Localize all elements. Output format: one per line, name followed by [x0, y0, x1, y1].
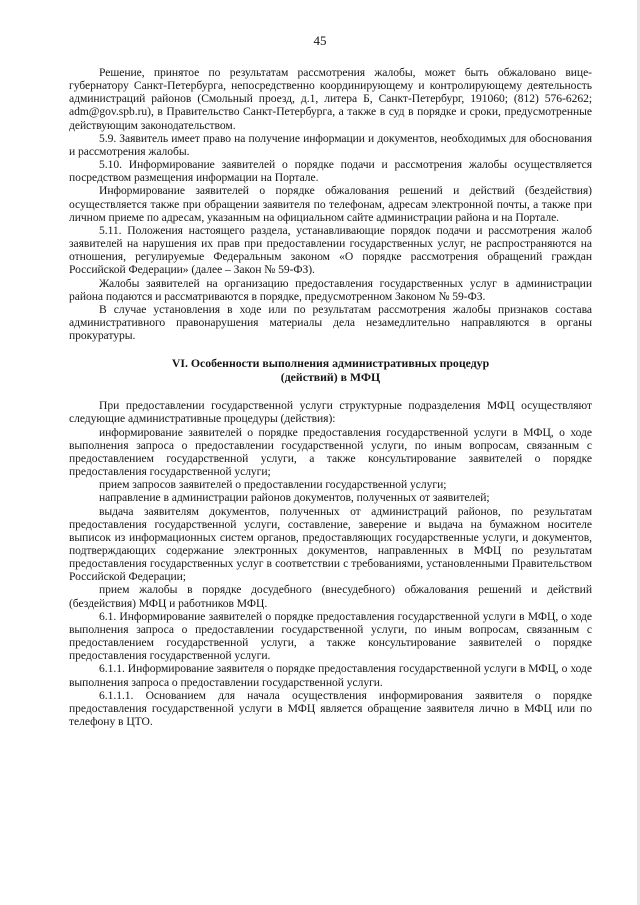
paragraph-prosecution: В случае установления в ходе или по результатам рассмотрения жалобы признаков состава административного правонарушения материалы дела незамедлительно направляются в органы прокуратуры.: [69, 302, 592, 343]
paragraph-5-11: 5.11. Положения настоящего раздела, устанавливающие порядок подачи и рассмотрения жалоб заявителей на нарушения их прав при предоставлении государственных услуг, не распространяются на отношения, регулируемые Федеральным законом «О порядке рассмотрения обращений граждан Российской Федерации» (далее – Закон № 59-ФЗ).: [69, 223, 592, 277]
paragraph-complaints-organization: Жалобы заявителей на организацию предоставления государственных услуг в администрации района подаются и рассматриваются в порядке, предусмотренном Законом № 59-ФЗ.: [69, 276, 592, 303]
paragraph-6-1: 6.1. Информирование заявителей о порядке предоставления государственной услуги в МФЦ, о ходе выполнения запроса о предоставлении государственной услуги, по иным вопросам, связанным с предоставлением государственной услуги, а также консультирование заявителей о порядке предоставления государственной услуги.: [69, 609, 592, 663]
paragraph-5-10: 5.10. Информирование заявителей о порядке подачи и рассмотрения жалобы осуществляется посредством размещения информации на Портале.: [69, 158, 592, 185]
document-body: [69, 66, 592, 728]
section-title-line-1: VI. Особенности выполнения административных процедур: [171, 356, 490, 371]
list-item-forwarding: направление в администрации районов документов, полученных от заявителей;: [99, 491, 490, 505]
paragraph-5-9: 5.9. Заявитель имеет право на получение информации и документов, необходимых для обоснования и рассмотрения жалобы.: [69, 131, 592, 158]
list-item-reception: прием запросов заявителей о предоставлении государственной услуги;: [99, 478, 447, 492]
paragraph-6-1-1: 6.1.1. Информирование заявителя о порядке предоставления государственной услуги в МФЦ, о ходе выполнения запроса о предоставлении государственной услуги.: [69, 662, 592, 689]
paragraph-appeal-vice-governor: Решение, принятое по результатам рассмотрения жалобы, может быть обжаловано вице-губернатору Санкт-Петербурга, непосредственно координирующему и контролирующему деятельность администраций районов (Смольный проезд, д.1, литера Б, Санкт-Петербург, 191060; (812) 576-6262; adm@gov.spb.ru), в Правительство Санкт-Петербурга, а также в суд в порядке и сроки, предусмотренные действующим законодательством.: [69, 66, 592, 132]
page-number: 45: [313, 33, 327, 48]
list-item-complaint: прием жалобы в порядке досудебного (внесудебного) обжалования решений и действий (бездействия) МФЦ и работников МФЦ.: [69, 583, 592, 610]
section-title: [69, 357, 592, 384]
list-item-issuance: выдача заявителям документов, полученных от администраций районов, по результатам предоставления государственной услуги, составление, заверение и выдача на бумажном носителе выписок из информационных систем органов, предоставляющих государственные услуги, и документов, подтверждающих содержание электронных документов, направленных в МФЦ по результатам предоставления государственных услуг в соответствии с требованиями, установленными Правительством Российской Федерации;: [69, 504, 592, 584]
paragraph-mfc-procedures: При предоставлении государственной услуги структурные подразделения МФЦ осуществляют следующие административные процедуры (действия):: [69, 399, 592, 426]
section-title-line-2: (действий) в МФЦ: [280, 369, 381, 384]
list-item-informing: информирование заявителей о порядке предоставления государственной услуги в МФЦ, о ходе выполнения запроса о предоставлении государственной услуги, по иным вопросам, связанным с предоставлением государственной услуги, а также консультирование заявителей о порядке предоставления государственной услуги;: [69, 425, 592, 479]
paragraph-6-1-1-1: 6.1.1.1. Основанием для начала осуществления информирования заявителя о порядке предоставления государственной услуги в МФЦ является обращение заявителя лично в МФЦ или по телефону в ЦТО.: [69, 688, 592, 729]
paragraph-informing-appeal: Информирование заявителей о порядке обжалования решений и действий (бездействия) осуществляется также при обращении заявителя по телефонам, адресам электронной почты, а также при личном приеме по адресам, указанным на официальном сайте администрации района и на Портале.: [69, 184, 592, 224]
